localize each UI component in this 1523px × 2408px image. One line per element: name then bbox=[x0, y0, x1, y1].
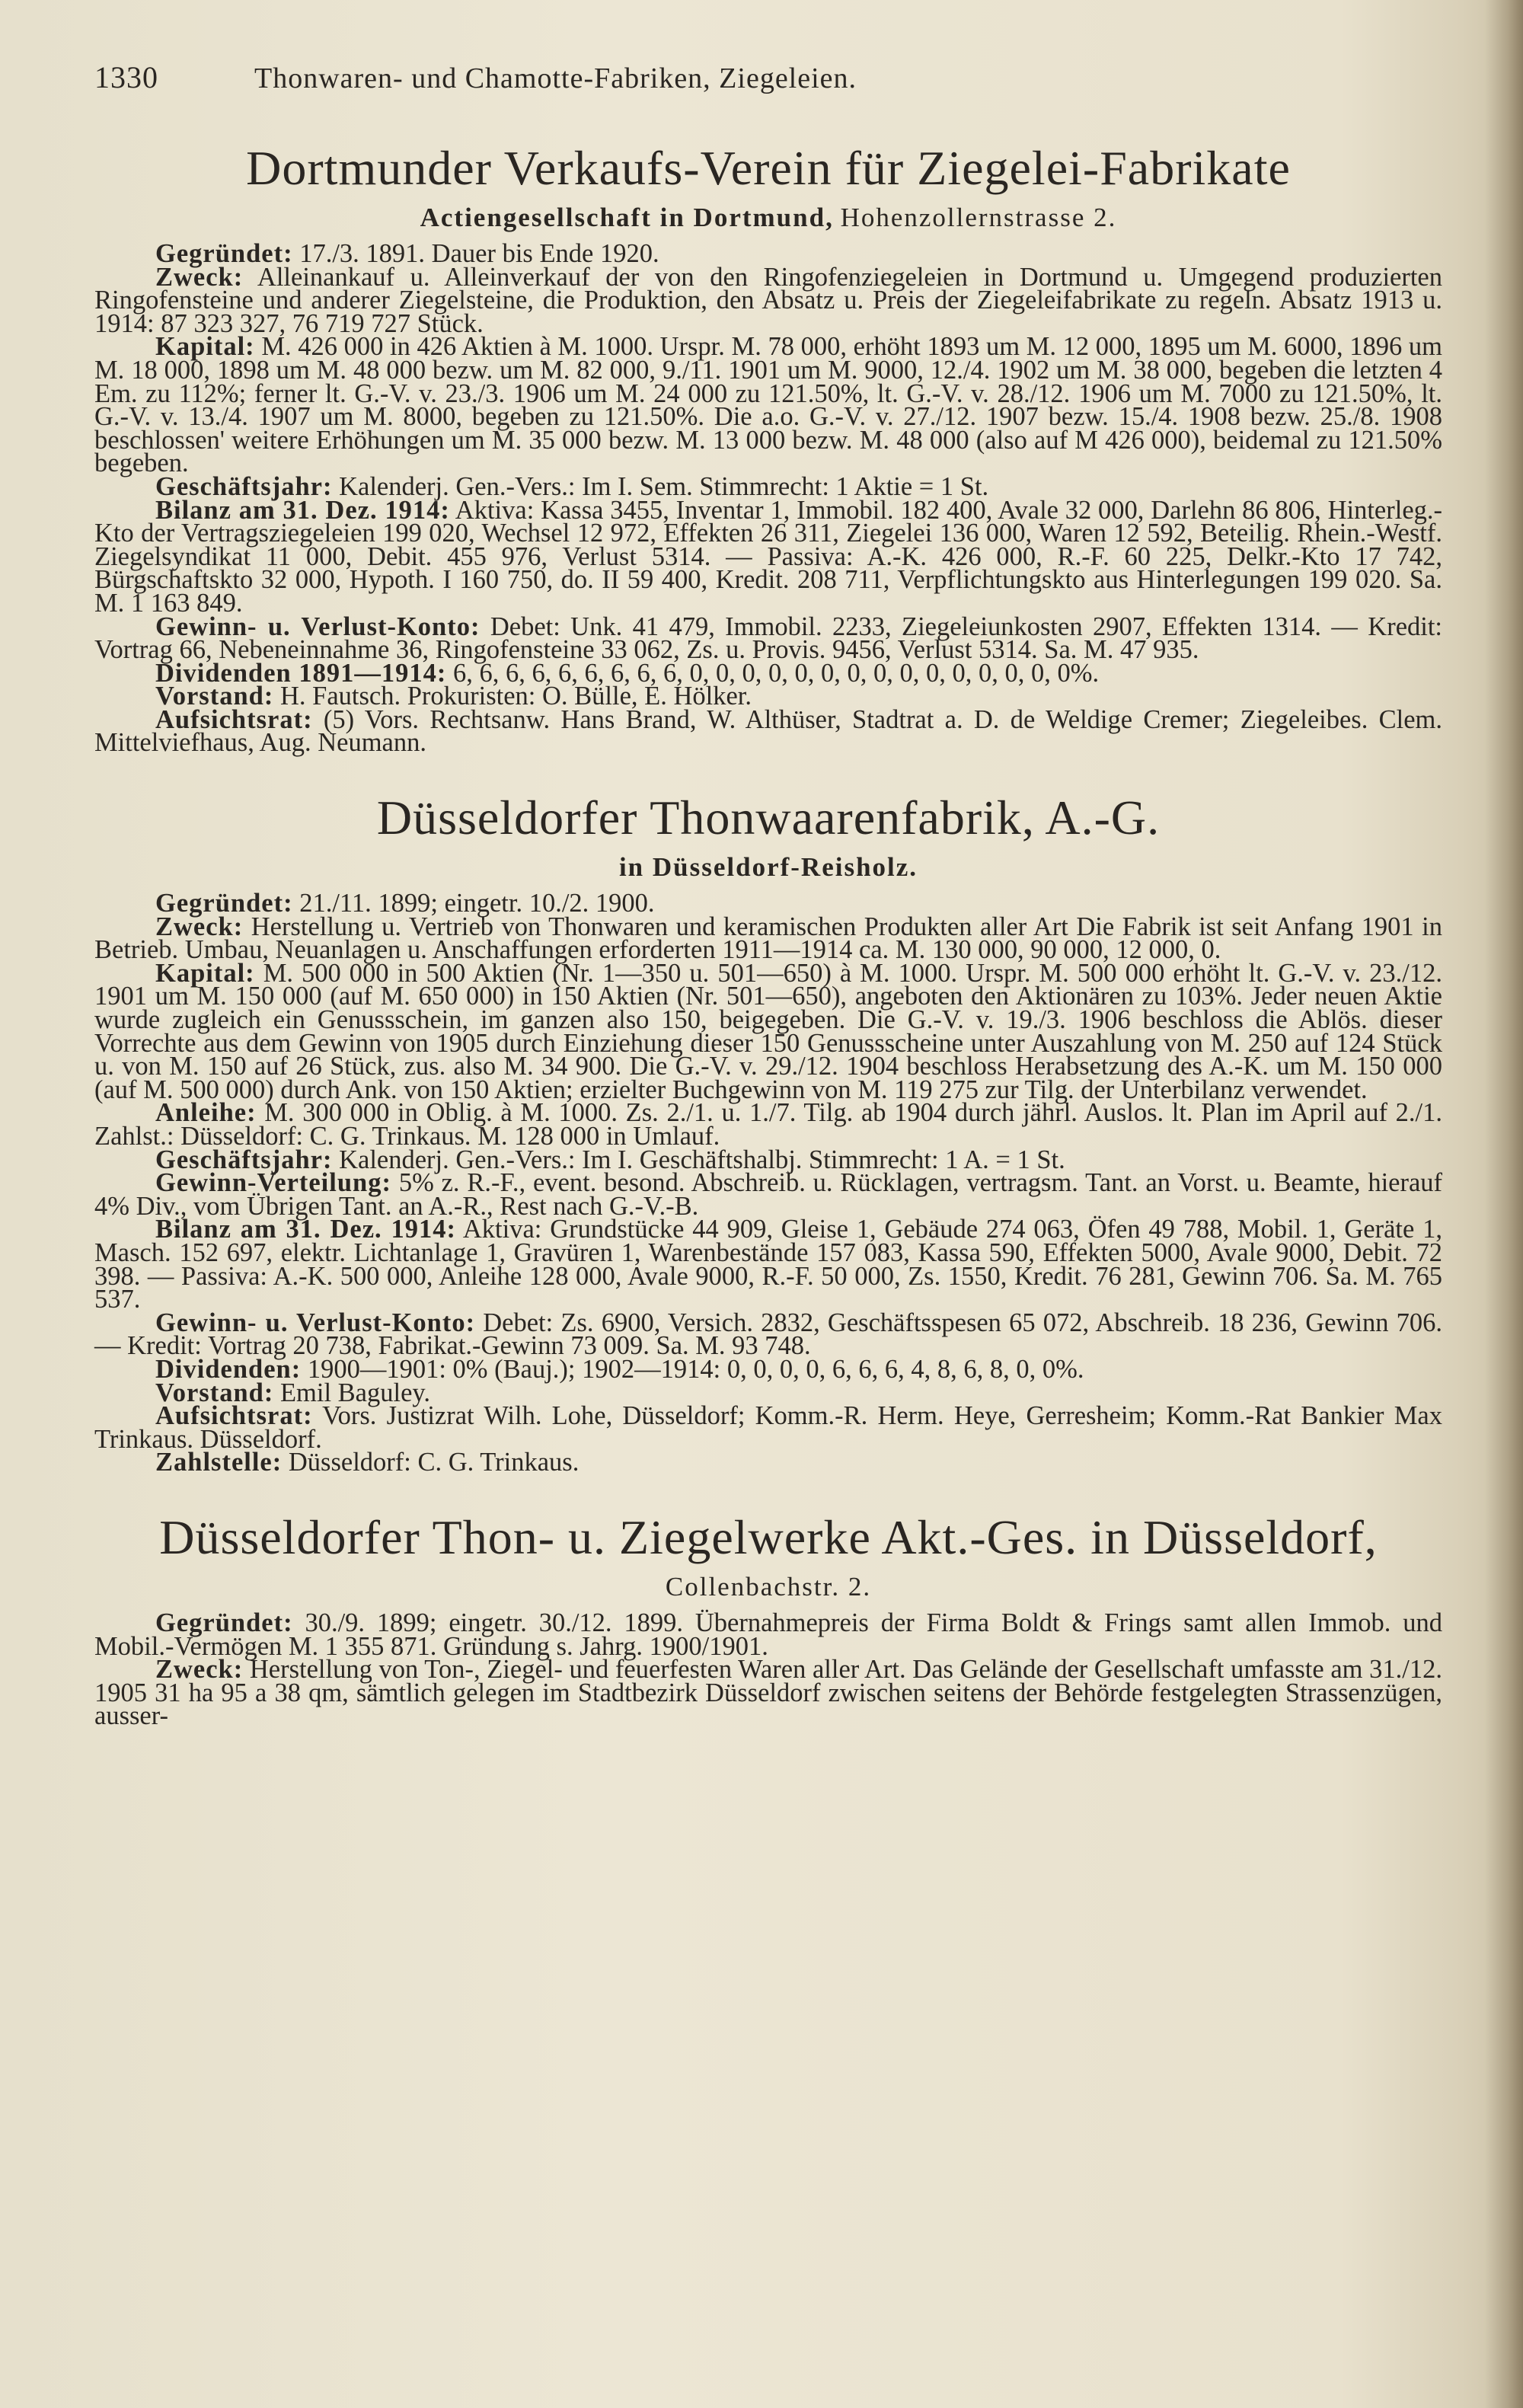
page-number: 1330 bbox=[94, 60, 158, 94]
paragraph: Bilanz am 31. Dez. 1914: Aktiva: Kassa 3455, Inventar 1, Immobil. 182 400, Avale 32 000, Darlehn 86 806, Hinterleg.-Kto der Vertragsziegeleien 199 020, Wechsel 12 972, Effekten 26 311, Ziegelei 136 000, Waren 12 592, Beteilig. Rhein.-Westf. Ziegelsyndikat 11 000, Debit. 455 976, Verlust 5314. — Passiva: A.-K. 426 000, R.-F. 60 225, Delkr.-Kto 17 742, Bürgschaftskto 32 000, Hypoth. I 160 750, do. II 59 400, Kredit. 208 711, Verpflichtungskto aus Hinterlegungen 199 020. Sa. M. 1 163 849. bbox=[94, 495, 1442, 618]
paragraph: Gegründet: 21./11. 1899; eingetr. 10./2. 1900. bbox=[155, 889, 655, 918]
entry-title-thon-ziegelwerke: Düsseldorfer Thon- u. Ziegelwerke Akt.-Ges. in Düsseldorf, bbox=[159, 1509, 1378, 1564]
paragraph: Gegründet: 17./3. 1891. Dauer bis Ende 1920. bbox=[155, 239, 659, 268]
paragraph: Geschäftsjahr: Kalenderj. Gen.-Vers.: Im I. Sem. Stimmrecht: 1 Aktie = 1 St. bbox=[155, 471, 989, 501]
entry-body-thon-ziegelwerke bbox=[94, 1608, 1442, 1731]
paragraph: Dividenden 1891—1914: 6, 6, 6, 6, 6, 6, 6, 6, 6, 0, 0, 0, 0, 0, 0, 0, 0, 0, 0, 0, 0, 0, 0, 0%. bbox=[155, 658, 1100, 688]
paragraph: Zweck: Alleinankauf u. Alleinverkauf der von den Ringofenziegeleien in Dortmund u. Umgegend produzierten Ringofensteine und anderer Ziegelsteine, die Produktion, den Absatz u. Preis der Ziegeleifabrikate zu regeln. Absatz 1913 u. 1914: 87 323 327, 76 719 727 Stück. bbox=[94, 262, 1442, 338]
running-title: Thonwaren- und Chamotte-Fabriken, Ziegeleien. bbox=[254, 62, 857, 94]
entry-title-dortmunder: Dortmunder Verkaufs-Verein für Ziegelei-Fabrikate bbox=[246, 141, 1291, 195]
paragraph: Kapital: M. 426 000 in 426 Aktien à M. 1000. Urspr. M. 78 000, erhöht 1893 um M. 12 000, 1895 um M. 6000, 1896 um M. 18 000, 1898 um M. 48 000 bezw. um M. 82 000, 9./11. 1901 um M. 9000, 12./4. 1902 um M. 38 000, begeben die letzten 4 Em. zu 112%; ferner lt. G.-V. v. 23./3. 1906 um M. 24 000 zu 121.50%, lt. G.-V. v. 28./12. 1906 um M. 7000 zu 121.50%, lt. G.-V. v. 13./4. 1907 um M. 8000, begeben zu 121.50%. Die a.o. G.-V. v. 27./12. 1907 bezw. 15./4. 1908 bezw. 25./8. 1908 beschlossen' weitere Erhöhungen um M. 35 000 bezw. M. 13 000 bezw. M. 48 000 (also auf M 426 000), beidemal zu 121.50% begeben. bbox=[94, 332, 1442, 478]
entry-subline-thon-ziegelwerke bbox=[94, 1570, 1442, 1604]
paragraph: Zweck: Herstellung von Ton-, Ziegel- und feuerfesten Waren aller Art. Das Gelände der Gesellschaft umfasste am 31./12. 1905 31 ha 95 a 38 qm, sämtlich gelegen im Stadtbezirk Düsseldorf zwischen seitens der Behörde festgelegten Strassenzügen, ausser- bbox=[94, 1655, 1442, 1731]
paragraph: Gewinn- u. Verlust-Konto: Debet: Unk. 41 479, Immobil. 2233, Ziegeleiunkosten 2907, Effekten 1314. — Kredit: Vortrag 66, Nebeneinnahme 36, Ringofensteine 33 062, Zs. u. Provis. 9456, Verlust 5314. Sa. M. 47 935. bbox=[94, 612, 1443, 665]
paragraph: Dividenden: 1900—1901: 0% (Bauj.); 1902—1914: 0, 0, 0, 0, 6, 6, 6, 4, 8, 6, 8, 0, 0%. bbox=[155, 1354, 1084, 1384]
entry-body-thonwaarenfabrik bbox=[94, 889, 1443, 1477]
paragraph: Aufsichtsrat: Vors. Justizrat Wilh. Lohe, Düsseldorf; Komm.-R. Herm. Heye, Gerresheim; Komm.-Rat Bankier Max Trinkaus. Düsseldorf. bbox=[94, 1401, 1442, 1454]
entry-body-dortmunder bbox=[94, 239, 1443, 758]
paragraph: Gewinn- u. Verlust-Konto: Debet: Zs. 6900, Versich. 2832, Geschäftsspesen 65 072, Abschreib. 18 236, Gewinn 706. — Kredit: Vortrag 20 738, Fabrikat.-Gewinn 73 009. Sa. M. 93 748. bbox=[94, 1308, 1442, 1361]
page-edge-shadow bbox=[1485, 0, 1523, 2408]
paragraph: Vorstand: H. Fautsch. Prokuristen: O. Bülle, E. Hölker. bbox=[155, 682, 752, 711]
paragraph: Gewinn-Verteilung: 5% z. R.-F., event. besond. Abschreib. u. Rücklagen, vertragsm. Tant. an Vorst. u. Beamte, hierauf 4% Div., vom Übrigen Tant. an A.-R., Rest nach G.-V.-B. bbox=[94, 1168, 1443, 1221]
entry-subline-dortmunder bbox=[94, 201, 1442, 235]
running-head bbox=[94, 59, 1442, 105]
paragraph: Zahlstelle: Düsseldorf: C. G. Trinkaus. bbox=[155, 1448, 580, 1477]
page-content bbox=[94, 59, 1442, 1733]
entry-title-thonwaarenfabrik: Düsseldorfer Thonwaarenfabrik, A.-G. bbox=[376, 790, 1161, 845]
paragraph: Bilanz am 31. Dez. 1914: Aktiva: Grundstücke 44 909, Gleise 1, Gebäude 274 063, Öfen 49 788, Mobil. 1, Geräte 1, Masch. 152 697, elektr. Lichtanlage 1, Gravüren 1, Warenbestände 157 083, Kassa 590, Effekten 5000, Avale 9000, Debit. 72 398. — Passiva: A.-K. 500 000, Anleihe 128 000, Avale 9000, R.-F. 50 000, Zs. 1550, Kredit. 76 281, Gewinn 706. Sa. M. 765 537. bbox=[94, 1215, 1442, 1314]
entry-subline-address: Collenbachstr. 2. bbox=[665, 1571, 872, 1602]
paragraph: Aufsichtsrat: (5) Vors. Rechtsanw. Hans Brand, W. Althüser, Stadtrat a. D. de Weldige Cremer; Ziegeleibes. Clem. Mittelviefhaus, Aug. Neumann. bbox=[94, 704, 1443, 758]
entry-subline-bold: Actiengesellschaft in Dortmund, bbox=[420, 203, 834, 232]
paragraph: Vorstand: Emil Baguley. bbox=[155, 1378, 431, 1407]
entry-subline-address: Hohenzollernstrasse 2. bbox=[840, 203, 1117, 232]
entry-subline-thonwaarenfabrik bbox=[94, 851, 1442, 884]
entry-subline-bold: in Düsseldorf-Reisholz. bbox=[618, 852, 918, 883]
paragraph: Zweck: Herstellung u. Vertrieb von Thonwaren und keramischen Produkten aller Art Die Fabrik ist seit Anfang 1901 in Betrieb. Umbau, Neuanlagen u. Anschaffungen erforderten 1911—1914 ca. M. 130 000, 90 000, 12 000, 0. bbox=[94, 912, 1442, 965]
paragraph: Geschäftsjahr: Kalenderj. Gen.-Vers.: Im I. Geschäftshalbj. Stimmrecht: 1 A. = 1 St. bbox=[155, 1145, 1065, 1174]
paragraph: Gegründet: 30./9. 1899; eingetr. 30./12. 1899. Übernahmepreis der Firma Boldt & Frings samt allen Immob. und Mobil.-Vermögen M. 1 355 871. Gründung s. Jahrg. 1900/1901. bbox=[94, 1608, 1442, 1661]
paragraph: Kapital: M. 500 000 in 500 Aktien (Nr. 1—350 u. 501—650) à M. 1000. Urspr. M. 500 000 erhöht lt. G.-V. v. 23./12. 1901 um M. 150 000 (auf M. 650 000) in 150 Aktien (Nr. 501—650), angeboten den Aktionären zu 103%. Jeder neuen Aktie wurde zugleich ein Genussschein, im ganzen also 150, beigegeben. Die G.-V. v. 19./3. 1906 beschloss die Ablös. dieser Vorrechte aus dem Gewinn von 1905 durch Einziehung dieser 150 Genussscheine unter Auszahlung von M. 250 auf 124 Stück u. von M. 150 auf 26 Stück, zus. also M. 34 900. Die G.-V. v. 29./12. 1904 beschloss Herabsetzung des A.-K. um M. 150 000 (auf M. 500 000) durch Ank. von 150 Aktien; erzielter Buchgewinn von M. 119 275 zur Tilg. der Unterbilanz verwendet. bbox=[94, 958, 1442, 1104]
paragraph: Anleihe: M. 300 000 in Oblig. à M. 1000. Zs. 2./1. u. 1./7. Tilg. ab 1904 durch jährl. Auslos. lt. Plan im April auf 2./1. Zahlst.: Düsseldorf: C. G. Trinkaus. M. 128 000 in Umlauf. bbox=[94, 1098, 1442, 1151]
